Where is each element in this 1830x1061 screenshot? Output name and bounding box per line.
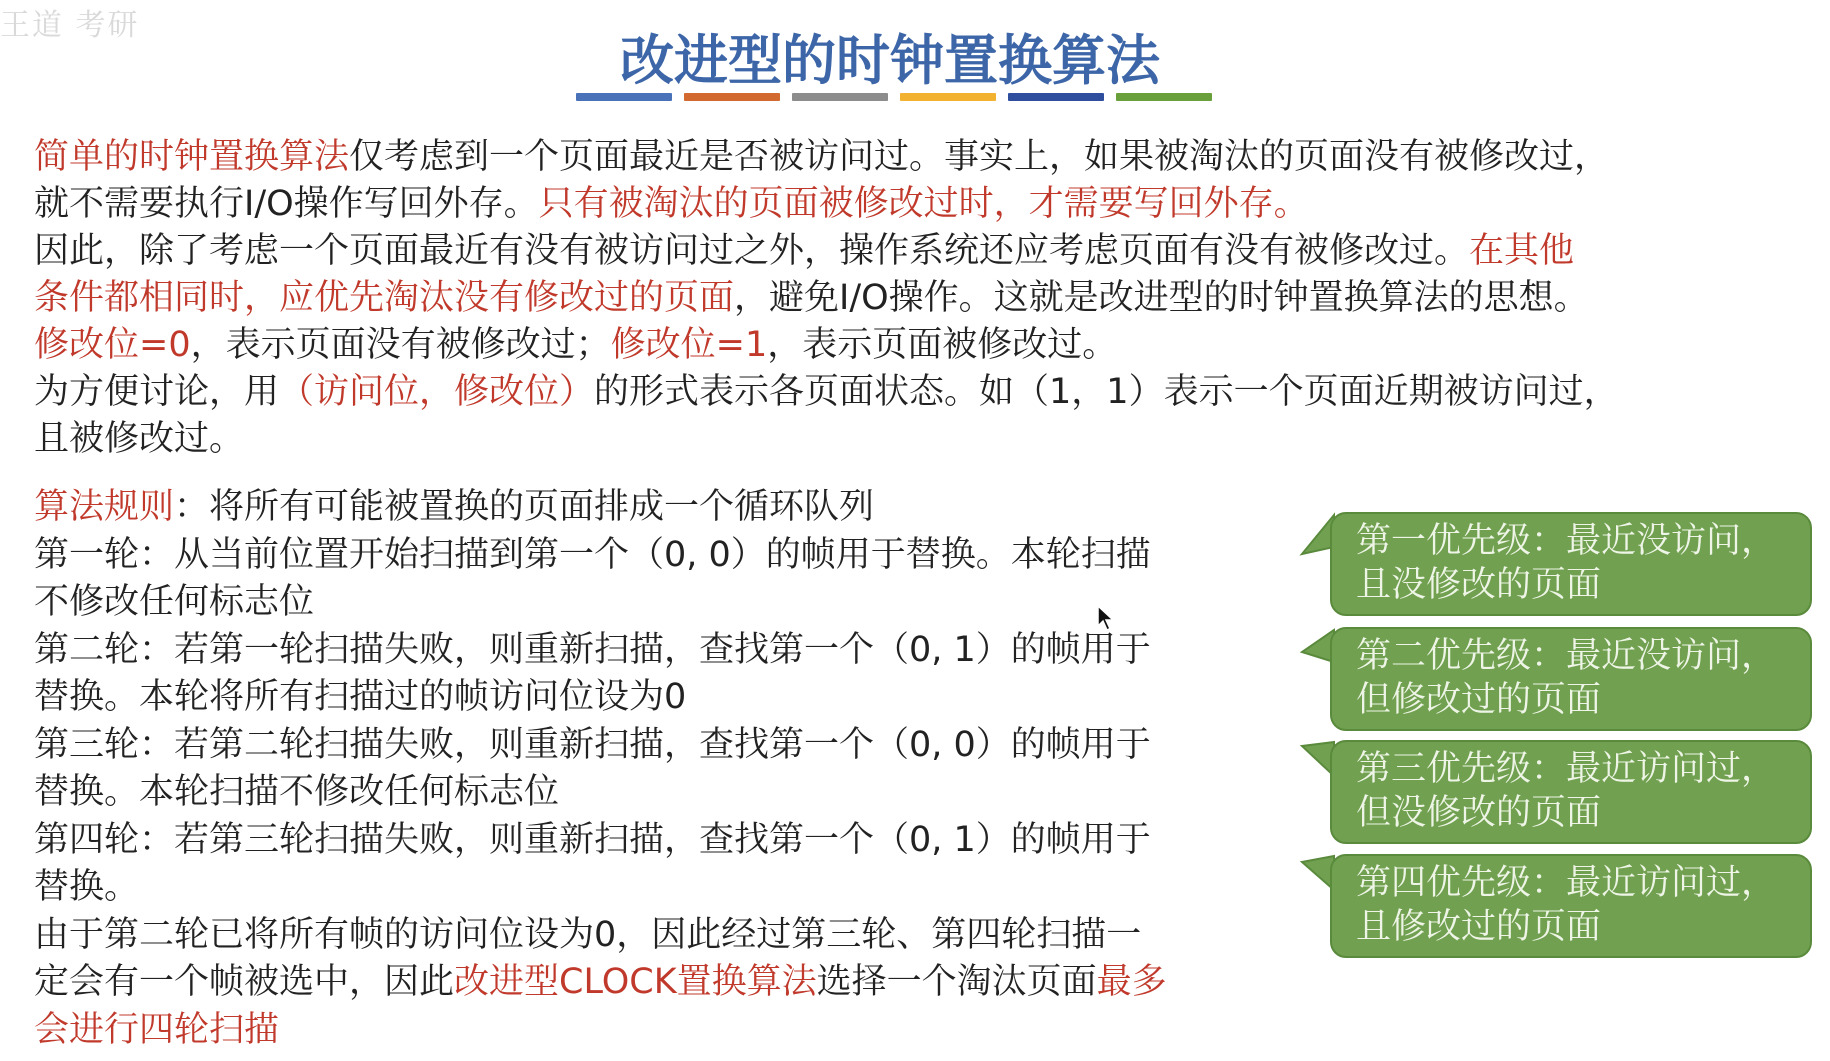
rule-round-3-line-2: 替换。本轮扫描不修改任何标志位 bbox=[34, 772, 560, 812]
color-segment-3 bbox=[792, 93, 888, 101]
rule-round-3-line-1: 第三轮：若第二轮扫描失败，则重新扫描，查找第一个（0, 0）的帧用于 bbox=[34, 724, 1151, 765]
rules-heading bbox=[34, 484, 1304, 532]
highlight-text: 算法规则 bbox=[34, 487, 175, 527]
body-text: 的形式表示各页面状态。如（1，1）表示一个页面近期被访问过， bbox=[594, 372, 1619, 412]
paragraph-line bbox=[34, 134, 1794, 181]
title-color-bar bbox=[576, 93, 1212, 101]
conclusion-line-1: 由于第二轮已将所有帧的访问位设为0，因此经过第三轮、第四轮扫描一 bbox=[34, 914, 1142, 955]
color-segment-4 bbox=[900, 93, 996, 101]
conclusion-line-2 bbox=[34, 959, 1304, 1007]
callout-line: 第二优先级：最近没访问， bbox=[1356, 636, 1777, 676]
highlight-text: 只有被淘汰的页面被修改过时，才需要写回外存。 bbox=[538, 184, 1309, 224]
highlight-text: 修改位=1 bbox=[610, 325, 768, 365]
callout-line: 且修改过的页面 bbox=[1356, 907, 1602, 947]
paragraph-notation bbox=[34, 369, 1794, 463]
color-segment-6 bbox=[1116, 93, 1212, 101]
body-text: 因此，除了考虑一个页面最近有没有被访问过之外，操作系统还应考虑页面有没有被修改过。 bbox=[34, 231, 1470, 271]
paragraph-line bbox=[34, 275, 1794, 322]
rule-round-1-line-1: 第一轮：从当前位置开始扫描到第一个（0, 0）的帧用于替换。本轮扫描 bbox=[34, 534, 1151, 575]
color-segment-5 bbox=[1008, 93, 1104, 101]
paragraph-improved-idea bbox=[34, 228, 1794, 322]
watermark: 王道 考研 bbox=[0, 8, 140, 43]
algorithm-rules bbox=[34, 484, 1304, 1054]
rule-round-2-line-2: 替换。本轮将所有扫描过的帧访问位设为0 bbox=[34, 677, 687, 717]
body-text: 选择一个淘汰页面 bbox=[816, 962, 1097, 1002]
callout-line: 但没修改的页面 bbox=[1356, 793, 1602, 833]
body-text: 为方便讨论，用 bbox=[34, 372, 280, 412]
slide-title: 改进型的时钟置换算法 bbox=[620, 29, 1160, 92]
paragraph-modify-bit bbox=[34, 322, 1794, 369]
callout-line: 且没修改的页面 bbox=[1356, 565, 1602, 605]
mouse-cursor-icon bbox=[1096, 604, 1116, 632]
callout-priority-4 bbox=[1330, 854, 1812, 958]
body-text: ，避免I/O操作。这就是改进型的时钟置换算法的思想。 bbox=[734, 278, 1589, 318]
highlight-text: 简单的时钟置换算法 bbox=[34, 137, 350, 177]
paragraph-line bbox=[34, 369, 1794, 416]
highlight-text: 条件都相同时，应优先淘汰没有修改过的页面 bbox=[34, 278, 735, 318]
callout-line: 第一优先级：最近没访问， bbox=[1356, 521, 1777, 561]
body-text: ，表示页面没有被修改过； bbox=[190, 325, 611, 365]
paragraph-line bbox=[34, 322, 1794, 369]
paragraph-simple-clock bbox=[34, 134, 1794, 228]
callout-line: 第三优先级：最近访问过， bbox=[1356, 749, 1777, 789]
highlight-text: 改进型CLOCK置换算法 bbox=[454, 962, 817, 1002]
conclusion-line-3: 会进行四轮扫描 bbox=[34, 1009, 280, 1050]
body-text: ：将所有可能被置换的页面排成一个循环队列 bbox=[174, 487, 875, 527]
body-text: 就不需要执行I/O操作写回外存。 bbox=[34, 184, 539, 224]
rule-round-2-line-1: 第二轮：若第一轮扫描失败，则重新扫描，查找第一个（0, 1）的帧用于 bbox=[34, 629, 1151, 670]
paragraph-line bbox=[34, 416, 1794, 463]
paragraph-line bbox=[34, 228, 1794, 275]
body-text: 仅考虑到一个页面最近是否被访问过。事实上，如果被淘汰的页面没有被修改过， bbox=[349, 137, 1610, 177]
rule-round-4-line-1: 第四轮：若第三轮扫描失败，则重新扫描，查找第一个（0, 1）的帧用于 bbox=[34, 819, 1151, 860]
highlight-text: （访问位，修改位） bbox=[279, 372, 595, 412]
paragraph-line bbox=[34, 181, 1794, 228]
rule-round-4-line-2: 替换。 bbox=[34, 867, 140, 907]
body-text: ，表示页面被修改过。 bbox=[767, 325, 1118, 365]
callout-line: 但修改过的页面 bbox=[1356, 680, 1602, 720]
callout-priority-3 bbox=[1330, 740, 1812, 844]
color-segment-2 bbox=[684, 93, 780, 101]
callout-priority-2 bbox=[1330, 627, 1812, 731]
callout-priority-1 bbox=[1330, 512, 1812, 616]
rule-round-1-line-2: 不修改任何标志位 bbox=[34, 582, 315, 622]
color-segment-1 bbox=[576, 93, 672, 101]
highlight-text: 最多 bbox=[1096, 962, 1167, 1002]
callout-line: 第四优先级：最近访问过， bbox=[1356, 863, 1777, 903]
body-text: 定会有一个帧被选中，因此 bbox=[34, 962, 455, 1002]
body-text: 且被修改过。 bbox=[34, 419, 245, 459]
highlight-text: 在其他 bbox=[1469, 231, 1575, 271]
highlight-text: 修改位=0 bbox=[34, 325, 191, 365]
